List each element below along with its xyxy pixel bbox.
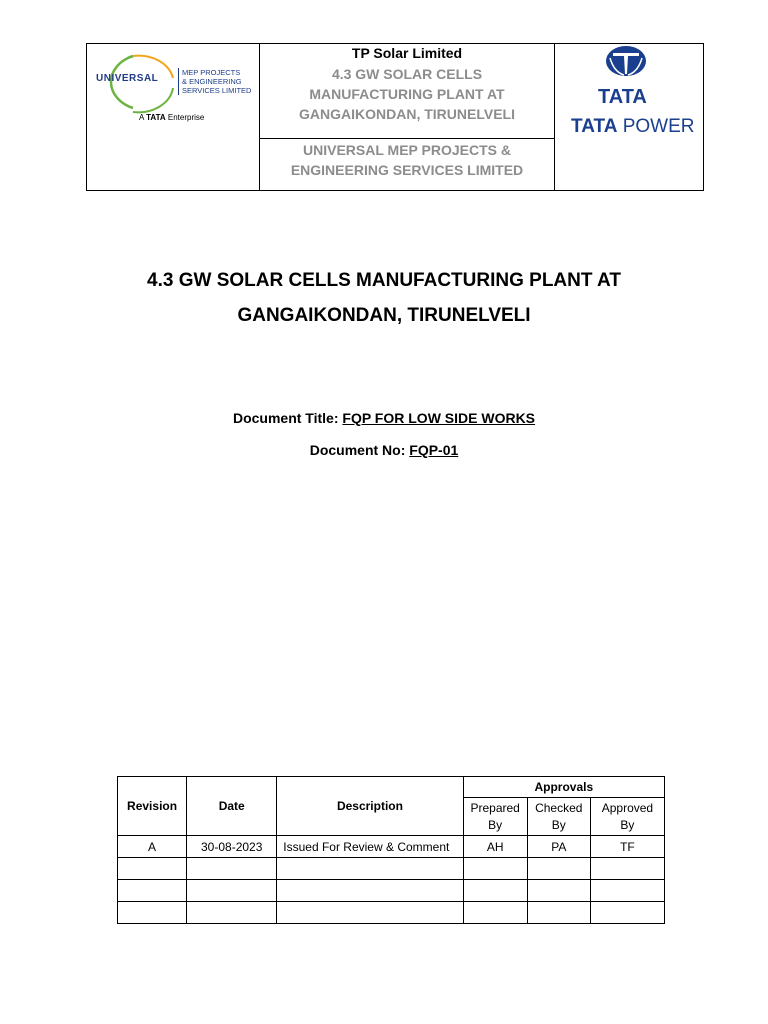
table-row [118,880,665,902]
universal-logo [93,48,253,128]
universal-logo-cell [87,44,260,190]
approved-cell [590,902,664,924]
page-title: 4.3 GW SOLAR CELLS MANUFACTURING PLANT AT GANGAIKONDAN, TIRUNELVELI [147,270,621,326]
approved-cell [590,858,664,880]
tata-enterprise-label: A TATA Enterprise [139,113,205,122]
description-cell [277,902,463,924]
description-cell [277,880,463,902]
contractor-name: UNIVERSAL MEP PROJECTS & ENGINEERING SERVICES LIMITED [290,142,524,178]
universal-logo-name: UNIVERSAL [96,73,159,84]
prepared-cell [463,880,527,902]
contractor-cell [260,139,554,190]
approved-cell [590,880,664,902]
revision-cell [118,902,187,924]
table-row [118,858,665,880]
description-cell: Issued For Review & Comment [277,836,463,858]
approved-by-header: Approved By [590,798,664,836]
table-row [118,902,665,924]
table-row [118,836,665,858]
description-header: Description [277,777,463,836]
prepared-cell [463,902,527,924]
approvals-header: Approvals [463,777,664,798]
document-number-line [0,442,768,458]
document-title-label: Document Title: [232,410,343,426]
universal-logo-tagline: MEP PROJECTS & ENGINEERING SERVICES LIMITED [178,68,251,95]
description-cell [277,858,463,880]
checked-cell [527,902,590,924]
tata-emblem-icon [570,44,688,89]
tata-power-logo-cell [554,44,703,190]
document-number-label: Document No: [309,442,410,458]
checked-cell [527,880,590,902]
approved-cell: TF [590,836,664,858]
prepared-cell: AH [463,836,527,858]
tata-power-wordmark: TATA POWER [571,116,695,137]
client-name: TP Solar Limited [351,45,463,61]
document-title-line [0,410,768,426]
document-header [86,43,704,191]
revision-cell: A [118,836,187,858]
project-cell [260,44,554,139]
revision-cell [118,858,187,880]
checked-cell: PA [527,836,590,858]
date-cell: 30-08-2023 [187,836,277,858]
checked-cell [527,858,590,880]
date-header: Date [187,777,277,836]
checked-by-header: Checked By [527,798,590,836]
prepared-by-header: Prepared By [463,798,527,836]
document-number-value: FQP-01 [409,442,459,458]
revision-header: Revision [118,777,187,836]
revision-table [117,776,665,924]
document-title-value: FQP FOR LOW SIDE WORKS [342,410,536,426]
prepared-cell [463,858,527,880]
date-cell [187,880,277,902]
date-cell [187,858,277,880]
revision-cell [118,880,187,902]
date-cell [187,902,277,924]
project-name: 4.3 GW SOLAR CELLS MANUFACTURING PLANT AT GANGAIKONDAN, TIRUNELVELI [299,66,515,122]
tata-wordmark: TATA [598,86,647,108]
tata-power-logo [570,44,695,139]
